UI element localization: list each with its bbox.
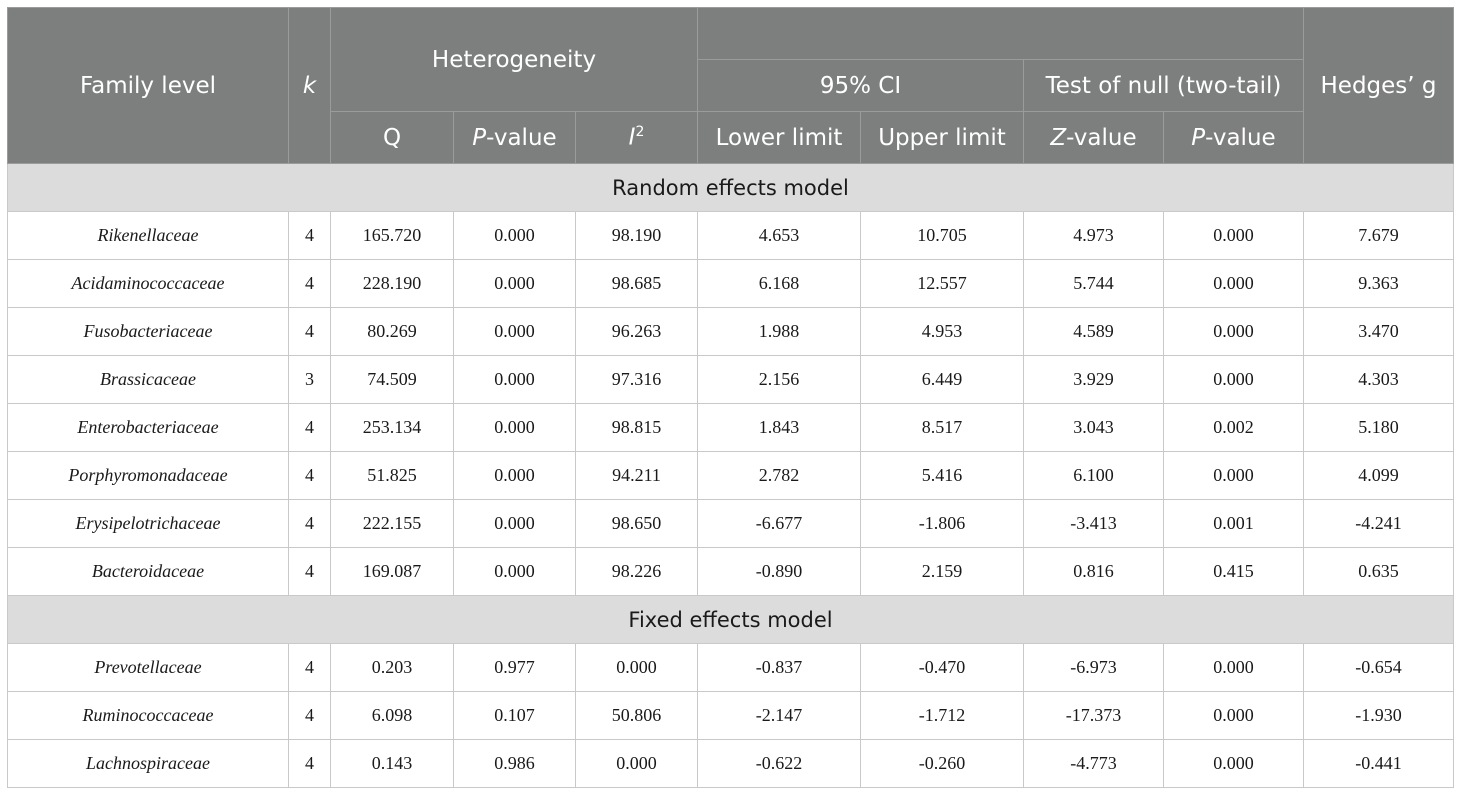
cell-upper: -0.470	[861, 644, 1024, 692]
header-i2-base: I	[628, 124, 636, 151]
cell-z: 3.929	[1024, 356, 1164, 404]
cell-q: 74.509	[331, 356, 454, 404]
header-p-value-italic: P	[472, 124, 487, 151]
cell-i2: 0.000	[576, 644, 698, 692]
cell-k: 3	[289, 356, 331, 404]
header-z-value-italic: Z	[1050, 124, 1067, 151]
cell-upper: 10.705	[861, 212, 1024, 260]
cell-k: 4	[289, 308, 331, 356]
cell-lower: -0.890	[698, 548, 861, 596]
cell-i2: 98.190	[576, 212, 698, 260]
cell-p2: 0.000	[1164, 692, 1304, 740]
header-p-value-rest: -value	[486, 124, 557, 151]
cell-q: 6.098	[331, 692, 454, 740]
cell-q: 0.203	[331, 644, 454, 692]
cell-p: 0.000	[454, 500, 576, 548]
table-row	[8, 644, 1454, 692]
cell-upper: -0.260	[861, 740, 1024, 788]
cell-z: -6.973	[1024, 644, 1164, 692]
cell-g: -4.241	[1304, 500, 1454, 548]
cell-p2: 0.002	[1164, 404, 1304, 452]
cell-family: Porphyromonadaceae	[8, 452, 289, 500]
cell-g: 4.099	[1304, 452, 1454, 500]
cell-family: Prevotellaceae	[8, 644, 289, 692]
header-p-value	[454, 112, 576, 164]
cell-z: -4.773	[1024, 740, 1164, 788]
cell-i2: 0.000	[576, 740, 698, 788]
cell-lower: 4.653	[698, 212, 861, 260]
cell-k: 4	[289, 404, 331, 452]
header-z-value	[1024, 112, 1164, 164]
header-i2-sup: 2	[635, 124, 645, 141]
table-row	[8, 740, 1454, 788]
cell-i2: 50.806	[576, 692, 698, 740]
cell-p2: 0.415	[1164, 548, 1304, 596]
table-row	[8, 308, 1454, 356]
cell-i2: 94.211	[576, 452, 698, 500]
table-header	[8, 8, 1454, 164]
cell-z: 4.589	[1024, 308, 1164, 356]
cell-p: 0.000	[454, 308, 576, 356]
cell-p2: 0.000	[1164, 212, 1304, 260]
header-heterogeneity: Heterogeneity	[331, 8, 698, 112]
cell-family: Brassicaceae	[8, 356, 289, 404]
section-row	[8, 164, 1454, 212]
cell-lower: -6.677	[698, 500, 861, 548]
cell-g: 9.363	[1304, 260, 1454, 308]
cell-upper: 8.517	[861, 404, 1024, 452]
cell-upper: -1.806	[861, 500, 1024, 548]
cell-upper: -1.712	[861, 692, 1024, 740]
cell-g: 3.470	[1304, 308, 1454, 356]
cell-p: 0.000	[454, 452, 576, 500]
cell-q: 51.825	[331, 452, 454, 500]
cell-lower: 6.168	[698, 260, 861, 308]
cell-q: 253.134	[331, 404, 454, 452]
cell-p2: 0.000	[1164, 356, 1304, 404]
cell-k: 4	[289, 500, 331, 548]
cell-p: 0.107	[454, 692, 576, 740]
cell-k: 4	[289, 644, 331, 692]
cell-p: 0.000	[454, 548, 576, 596]
cell-lower: 1.988	[698, 308, 861, 356]
cell-family: Ruminococcaceae	[8, 692, 289, 740]
cell-upper: 5.416	[861, 452, 1024, 500]
cell-i2: 98.650	[576, 500, 698, 548]
table-row	[8, 212, 1454, 260]
header-z-value-rest: -value	[1066, 124, 1137, 151]
cell-i2: 98.815	[576, 404, 698, 452]
cell-p: 0.000	[454, 356, 576, 404]
cell-q: 169.087	[331, 548, 454, 596]
section-row	[8, 596, 1454, 644]
header-95-ci: 95% CI	[698, 60, 1024, 112]
cell-q: 165.720	[331, 212, 454, 260]
header-p-value-2	[1164, 112, 1304, 164]
cell-lower: -2.147	[698, 692, 861, 740]
header-p2-value-italic: P	[1191, 124, 1206, 151]
cell-p: 0.000	[454, 212, 576, 260]
cell-lower: -0.837	[698, 644, 861, 692]
table-body	[8, 164, 1454, 788]
cell-z: 3.043	[1024, 404, 1164, 452]
cell-lower: 2.782	[698, 452, 861, 500]
cell-z: 5.744	[1024, 260, 1164, 308]
cell-k: 4	[289, 692, 331, 740]
cell-z: -3.413	[1024, 500, 1164, 548]
cell-q: 80.269	[331, 308, 454, 356]
header-k: k	[289, 8, 331, 164]
cell-z: 0.816	[1024, 548, 1164, 596]
cell-k: 4	[289, 212, 331, 260]
cell-z: -17.373	[1024, 692, 1164, 740]
cell-family: Fusobacteriaceae	[8, 308, 289, 356]
cell-p2: 0.000	[1164, 260, 1304, 308]
cell-g: 4.303	[1304, 356, 1454, 404]
header-lower-limit: Lower limit	[698, 112, 861, 164]
cell-k: 4	[289, 260, 331, 308]
header-blank-group	[698, 8, 1304, 60]
table-row	[8, 356, 1454, 404]
cell-family: Bacteroidaceae	[8, 548, 289, 596]
header-test-of-null: Test of null (two-tail)	[1024, 60, 1304, 112]
table-row	[8, 548, 1454, 596]
cell-family: Rikenellaceae	[8, 212, 289, 260]
cell-i2: 98.226	[576, 548, 698, 596]
cell-g: 5.180	[1304, 404, 1454, 452]
cell-family: Erysipelotrichaceae	[8, 500, 289, 548]
table-row	[8, 452, 1454, 500]
section-title: Fixed effects model	[8, 596, 1454, 644]
cell-upper: 12.557	[861, 260, 1024, 308]
cell-q: 228.190	[331, 260, 454, 308]
cell-lower: 2.156	[698, 356, 861, 404]
cell-upper: 2.159	[861, 548, 1024, 596]
cell-lower: -0.622	[698, 740, 861, 788]
cell-z: 6.100	[1024, 452, 1164, 500]
cell-p2: 0.000	[1164, 308, 1304, 356]
header-p2-value-rest: -value	[1205, 124, 1276, 151]
cell-g: 7.679	[1304, 212, 1454, 260]
cell-i2: 98.685	[576, 260, 698, 308]
header-family-level: Family level	[8, 8, 289, 164]
cell-g: 0.635	[1304, 548, 1454, 596]
cell-i2: 97.316	[576, 356, 698, 404]
cell-g: -0.441	[1304, 740, 1454, 788]
cell-k: 4	[289, 548, 331, 596]
cell-g: -1.930	[1304, 692, 1454, 740]
cell-upper: 6.449	[861, 356, 1024, 404]
cell-p: 0.977	[454, 644, 576, 692]
cell-p2: 0.000	[1164, 740, 1304, 788]
cell-upper: 4.953	[861, 308, 1024, 356]
cell-z: 4.973	[1024, 212, 1164, 260]
cell-g: -0.654	[1304, 644, 1454, 692]
cell-k: 4	[289, 452, 331, 500]
header-i-squared	[576, 112, 698, 164]
cell-family: Lachnospiraceae	[8, 740, 289, 788]
section-title: Random effects model	[8, 164, 1454, 212]
header-upper-limit: Upper limit	[861, 112, 1024, 164]
cell-p: 0.986	[454, 740, 576, 788]
cell-lower: 1.843	[698, 404, 861, 452]
cell-p2: 0.000	[1164, 644, 1304, 692]
table-row	[8, 260, 1454, 308]
header-hedges-g: Hedges’ g	[1304, 8, 1454, 164]
cell-p2: 0.001	[1164, 500, 1304, 548]
cell-p2: 0.000	[1164, 452, 1304, 500]
cell-family: Enterobacteriaceae	[8, 404, 289, 452]
table-row	[8, 500, 1454, 548]
meta-analysis-table	[7, 7, 1454, 788]
table-row	[8, 692, 1454, 740]
cell-p: 0.000	[454, 260, 576, 308]
cell-q: 0.143	[331, 740, 454, 788]
table-row	[8, 404, 1454, 452]
cell-q: 222.155	[331, 500, 454, 548]
cell-p: 0.000	[454, 404, 576, 452]
header-q: Q	[331, 112, 454, 164]
cell-k: 4	[289, 740, 331, 788]
cell-family: Acidaminococcaceae	[8, 260, 289, 308]
cell-i2: 96.263	[576, 308, 698, 356]
